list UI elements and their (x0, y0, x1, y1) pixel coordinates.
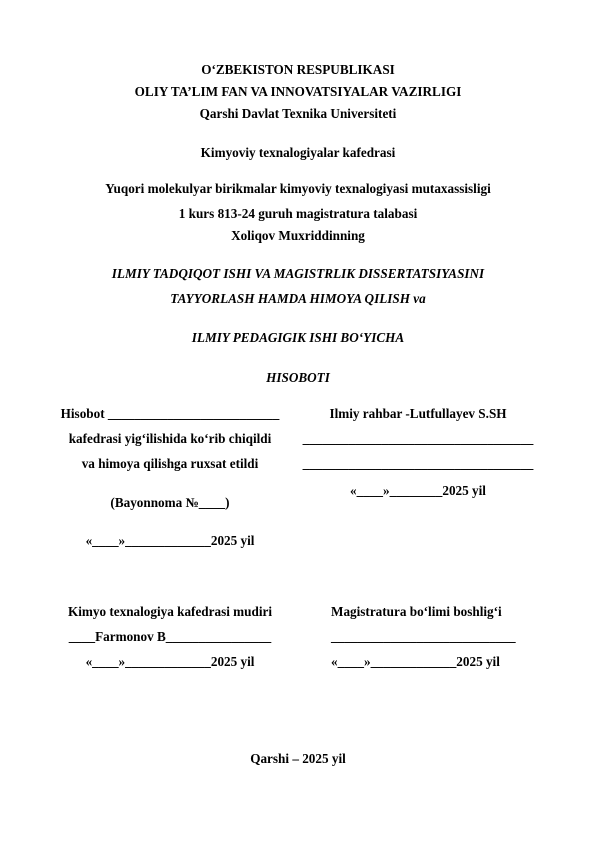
title-line-1: ILMIY TADQIQOT ISHI VA MAGISTRLIK DISSERTATSIYASINI (111, 266, 485, 281)
dept-head-date: «____»_____________2025 yil (85, 654, 255, 669)
title-line-3: ILMIY PEDAGIGIK ISHI BO‘YICHA (191, 330, 405, 345)
masters-head-signature: ____________________________ (331, 629, 516, 644)
defense-allowed-text: va himoya qilishga ruxsat etildi (81, 456, 259, 471)
republic-heading: O‘ZBEKISTON RESPUBLIKASI (201, 62, 395, 77)
left-date-line: «____»_____________2025 yil (85, 533, 255, 548)
dept-meeting-text: kafedrasi yig‘ilishida ko‘rib chiqildi (68, 431, 272, 446)
masters-head-date: «____»_____________2025 yil (331, 654, 500, 669)
dept-head-title: Kimyo texnalogiya kafedrasi mudiri (67, 604, 273, 619)
university-name: Qarshi Davlat Texnika Universiteti (199, 106, 397, 121)
dept-head-name: ____Farmonov B________________ (68, 629, 272, 644)
protocol-number: (Bayonnoma №____) (110, 495, 230, 510)
supervisor-name: Ilmiy rahbar -Lutfullayev S.SH (329, 406, 507, 421)
masters-head-title: Magistratura bo‘limi boshlig‘i (331, 604, 502, 619)
student-name: Xoliqov Muxriddinning (231, 228, 365, 243)
ministry-heading: OLIY TA’LIM FAN VA INNOVATSIYALAR VAZIRLIGI (134, 84, 462, 99)
report-signature-line: Hisobot __________________________ (60, 406, 280, 421)
department-name: Kimyoviy texnalogiyalar kafedrasi (200, 145, 396, 160)
right-date-line: «____»________2025 yil (350, 483, 486, 498)
supervisor-signature-line-2: ___________________________________ (302, 456, 534, 471)
title-line-4: HISOBOTI (266, 370, 330, 385)
supervisor-signature-line-1: ___________________________________ (302, 431, 534, 446)
specialty-line: Yuqori molekulyar birikmalar kimyoviy texnalogiyasi mutaxassisligi (105, 181, 491, 196)
place-year: Qarshi – 2025 yil (250, 751, 346, 766)
title-line-2: TAYYORLASH HAMDA HIMOYA QILISH va (170, 291, 426, 306)
group-line: 1 kurs 813-24 guruh magistratura talabasi (178, 206, 418, 221)
